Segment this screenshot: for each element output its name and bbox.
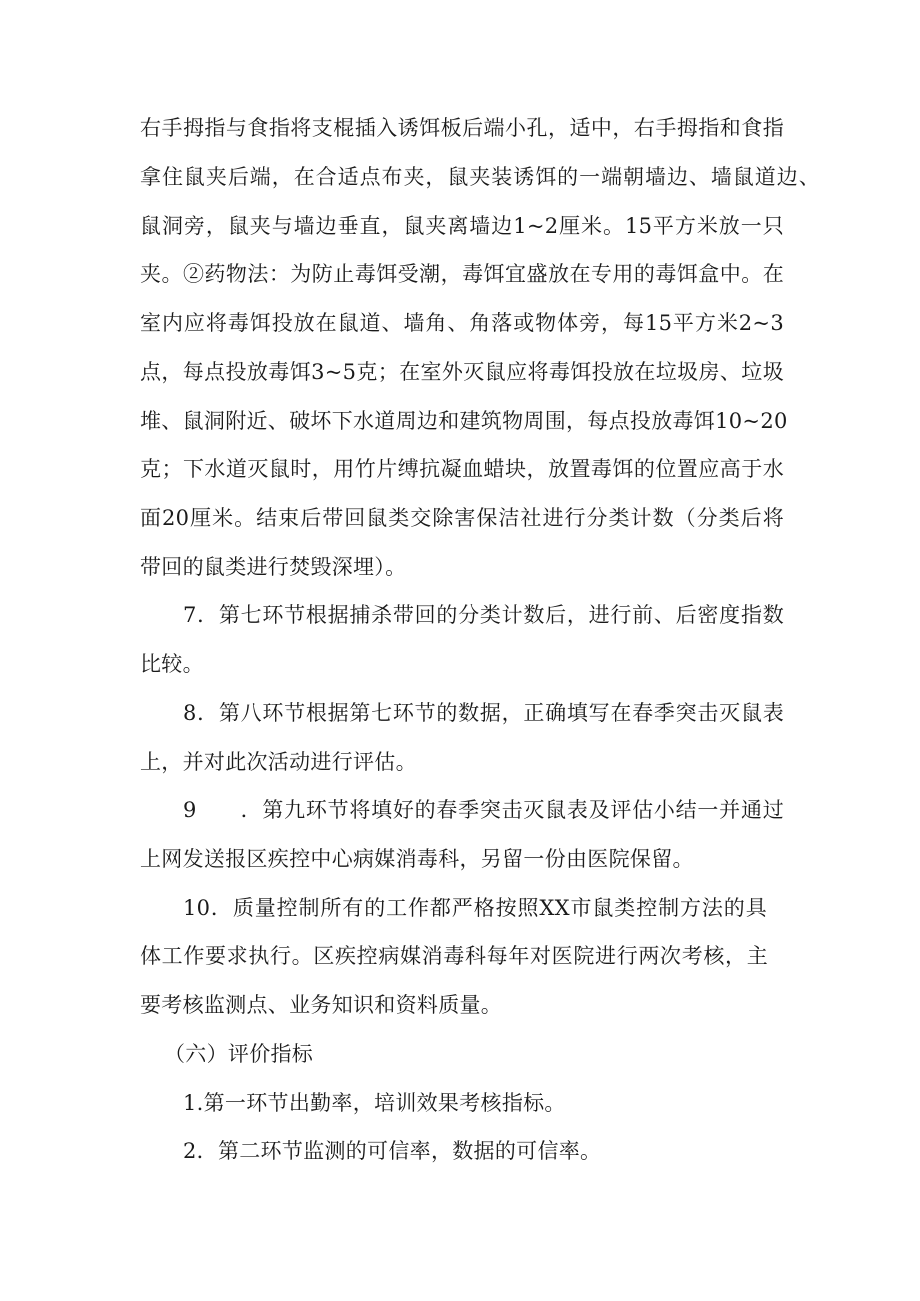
text-line-8: 克；下水道灭鼠时，用竹片缚抗凝血蜡块，放置毒饵的位置应高于水	[140, 457, 784, 481]
text-line-2: 拿住鼠夹后端，在合适点布夹，鼠夹装诱饵的一端朝墙边、墙鼠道边、	[140, 165, 820, 189]
text-line-21: 1.第一环节出勤率，培训效果考核指标。	[183, 1091, 566, 1115]
text-line-16: 上网发送报区疾控中心病媒消毒科，另留一份由医院保留。	[140, 847, 694, 871]
text-line-7: 堆、鼠洞附近、破坏下水道周边和建筑物周围，每点投放毒饵10~20	[140, 409, 788, 433]
text-line-10: 带回的鼠类进行焚毁深埋）。	[140, 555, 407, 579]
text-line-19: 要考核监测点、业务知识和资料质量。	[140, 993, 503, 1017]
text-line-13: 8．第八环节根据第七环节的数据，正确填写在春季突击灭鼠表	[183, 701, 784, 725]
text-line-18: 体工作要求执行。区疾控病媒消毒科每年对医院进行两次考核，主	[140, 944, 768, 968]
section-heading-evaluation: （六）评价指标	[164, 1042, 314, 1066]
text-line-12: 比较。	[140, 652, 204, 676]
text-line-22: 2．第二环节监测的可信率，数据的可信率。	[183, 1139, 602, 1163]
text-line-17: 10．质量控制所有的工作都严格按照XX市鼠类控制方法的具	[183, 896, 767, 920]
text-line-9: 面20厘米。结束后带回鼠类交除害保洁社进行分类计数（分类后将	[140, 506, 784, 530]
text-line-1: 右手拇指与食指将支棍插入诱饵板后端小孔，适中，右手拇指和食指	[140, 116, 784, 140]
text-line-6: 点，每点投放毒饵3~5克；在室外灭鼠应将毒饵投放在垃圾房、垃圾	[140, 360, 784, 384]
text-line-4: 夹。②药物法：为防止毒饵受潮，毒饵宜盛放在专用的毒饵盒中。在	[140, 262, 784, 286]
text-line-11: 7．第七环节根据捕杀带回的分类计数后，进行前、后密度指数	[183, 603, 784, 627]
text-line-5: 室内应将毒饵投放在鼠道、墙角、角落或物体旁，每15平方米2~3	[140, 311, 784, 335]
text-line-3: 鼠洞旁，鼠夹与墙边垂直，鼠夹离墙边1~2厘米。15平方米放一只	[140, 214, 784, 238]
text-line-14: 上，并对此次活动进行评估。	[140, 750, 417, 774]
text-line-15: 9 ．第九环节将填好的春季突击灭鼠表及评估小结一并通过	[183, 798, 784, 822]
